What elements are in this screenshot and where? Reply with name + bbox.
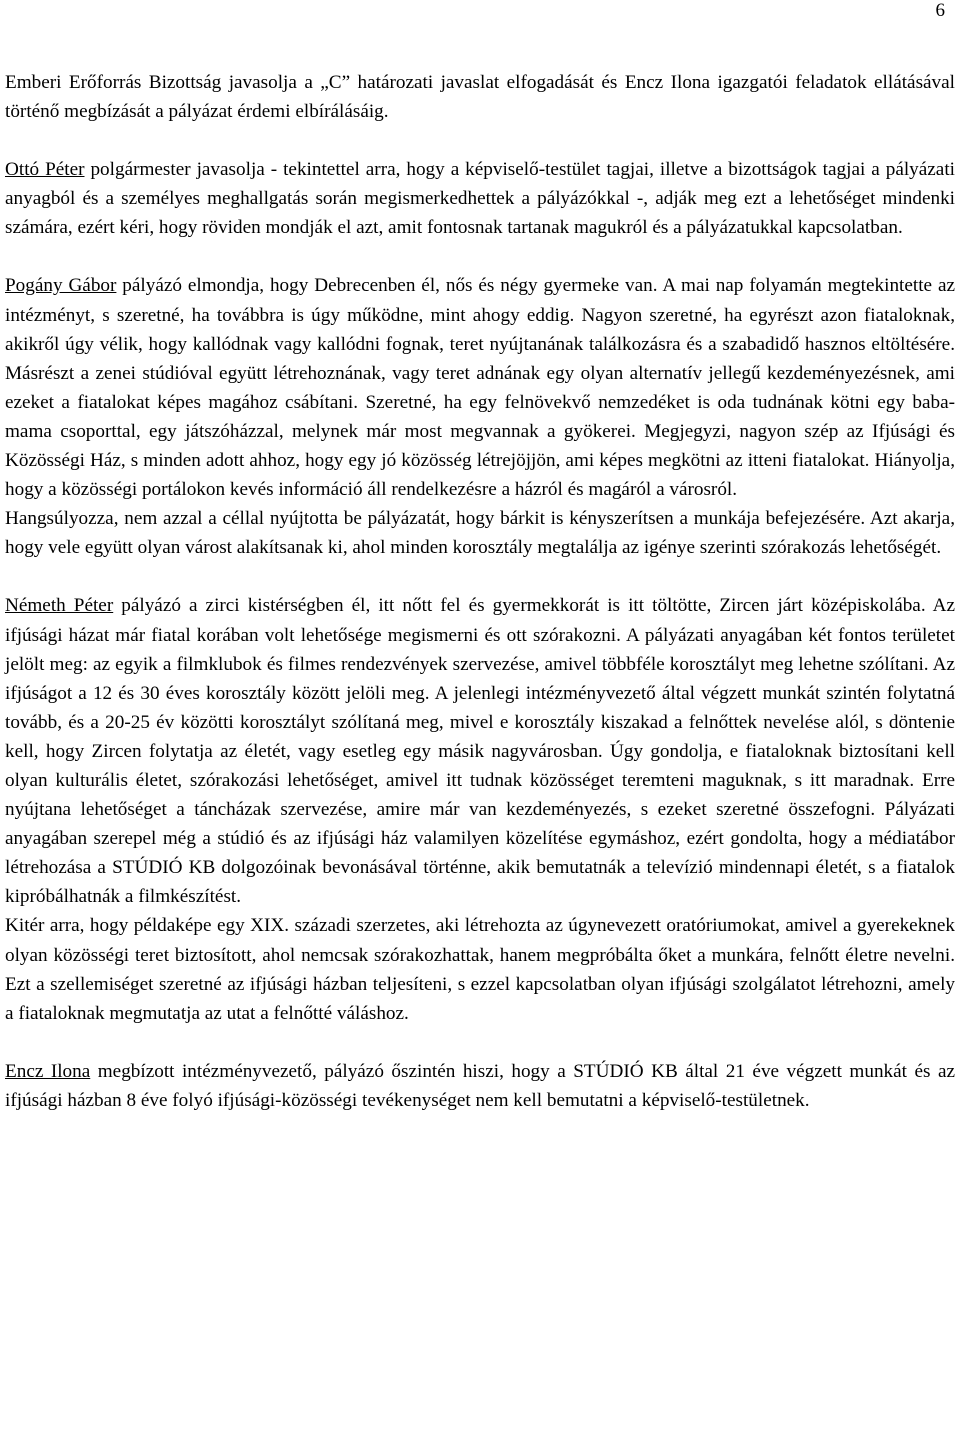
paragraph-text: pályázó elmondja, hogy Debrecenben él, nős és négy gyermeke van. A mai nap folyamán megtekintette az intézményt, s szeretné, ha továbbra is úgy működne, mint ahogy eddig. Nagyon szeretné, ha egyrészt azon fiataloknak, akikről úgy vélik, hogy kallódnak vagy kallódni fognak, teret nyújtanának találkozásra és a szabadidő hasznos eltöltésére. Másrészt a zenei stúdióval együtt létrehoznának, vagy teret adnának egy olyan alternatív jellegű kezdeményezésnek, ami ezeket a fiatalokat képes magához csábítani. Szeretné, ha egy felnövekvő nemzedéket is oda tudnának kötni egy baba-mama csoporttal, egy játszóházzal, melynek már most megvannak a gyökerei. Megjegyzi, nagyon szép az Ifjúsági és Közösségi Ház, s minden adott ahhoz, hogy egy jó közösség létrejöjjön, ami képes megkötni az itteni fiatalokat. Hiányolja, hogy a közösségi portálokon kevés információ áll rendelkezésre a házról és magáról a városról.: [5, 275, 955, 501]
speaker-name: Ottó Péter: [5, 159, 85, 181]
paragraph-pogany-gabor-continued: [5, 504, 955, 562]
paragraph-pogany-gabor: [5, 271, 955, 504]
paragraph-text: Hangsúlyozza, nem azzal a céllal nyújtotta be pályázatát, hogy bárkit is kényszerítsen a munkája befejezésére. Azt akarja, hogy vele együtt olyan várost alakítsanak ki, ahol minden korosztály megtalálja az igénye szerinti szórakozás lehetőségét.: [5, 508, 955, 559]
document-body: [5, 68, 955, 1115]
paragraph-encz-ilona: [5, 1057, 955, 1115]
paragraph-text: Kitér arra, hogy példaképe egy XIX. századi szerzetes, aki létrehozta az úgynevezett oratóriumokat, amivel a gyerekeknek olyan közösségi teret biztosított, ahol nemcsak szórakozhattak, hanem megpróbálta őket a munkára, felnőtt életre nevelni. Ezt a szellemiséget szeretné az ifjúsági házban teljesíteni, s ezzel kapcsolatban olyan ifjúsági szolgálatot létrehozni, amely a fiataloknak megmutatja az utat a felnőtté váláshoz.: [5, 915, 955, 1024]
speaker-name: Pogány Gábor: [5, 275, 117, 297]
paragraph-nemeth-peter-continued: [5, 911, 955, 1027]
paragraph-text: Emberi Erőforrás Bizottság javasolja a „C” határozati javaslat elfogadását és Encz Ilona igazgatói feladatok ellátásával történő megbízását a pályázat érdemi elbírálásáig.: [5, 72, 955, 123]
paragraph-text: pályázó a zirci kistérségben él, itt nőtt fel és gyermekkorát is itt töltötte, Zircen járt középiskolába. Az ifjúsági házat már fiatal korában volt lehetősége megismerni és ott szórakozni. A pályázati anyagában két fontos területet jelölt meg: az egyik a filmklubok és filmes rendezvények szervezése, amivel többféle korosztályt meg lehetne szólítani. Az ifjúságot a 12 és 30 éves korosztály között jelöli meg. A jelenlegi intézményvezető által végzett munkát szintén folytatná tovább, és a 20-25 év közötti korosztályt szólítaná meg, mivel e korosztály kiszakad a felnőttek nevelése alól, s döntenie kell, hogy Zircen folytatja az életét, vagy esetleg egy másik nagyvárosban. Úgy gondolja, e fiataloknak biztosítani kell olyan kulturális életet, szórakozási lehetőséget, amivel itt tudnak közösséget teremteni maguknak, s itt maradnak. Erre nyújtana lehetőséget a táncházak szervezése, amire már van kezdeményezés, s ezeket szeretné összefogni. Pályázati anyagában szerepel még a stúdió és az ifjúsági ház valamilyen közelítése egymáshoz, ezért gondolta, hogy a médiatábor létrehozása a STÚDIÓ KB dolgozóinak bevonásával történne, akik bemutatnák a televízió mindennapi életét, s a fiatalok kipróbálhatnák a filmkészítést.: [5, 595, 955, 908]
page-number: 6: [935, 0, 945, 21]
paragraph-mayor: [5, 155, 955, 242]
speaker-name: Encz Ilona: [5, 1060, 91, 1082]
speaker-name: Németh Péter: [5, 595, 114, 617]
paragraph-nemeth-peter: [5, 591, 955, 911]
paragraph-text: megbízott intézményvezető, pályázó őszintén hiszi, hogy a STÚDIÓ KB által 21 éve végzett munkát és az ifjúsági házban 8 éve folyó ifjúsági-közösségi tevékenységet nem kell bemutatni a képviselő-testületnek.: [5, 1060, 955, 1111]
paragraph-text: polgármester javasolja - tekintettel arra, hogy a képviselő-testület tagjai, illetve a bizottságok tagjai a pályázati anyagból és a személyes meghallgatás során megismerkedhettek a pályázókkal -, adják meg ezt a lehetőséget mindenki számára, ezért kéri, hogy röviden mondják el azt, amit fontosnak tartanak magukról és a pályázatukkal kapcsolatban.: [5, 159, 955, 239]
paragraph-committee-proposal: [5, 68, 955, 126]
